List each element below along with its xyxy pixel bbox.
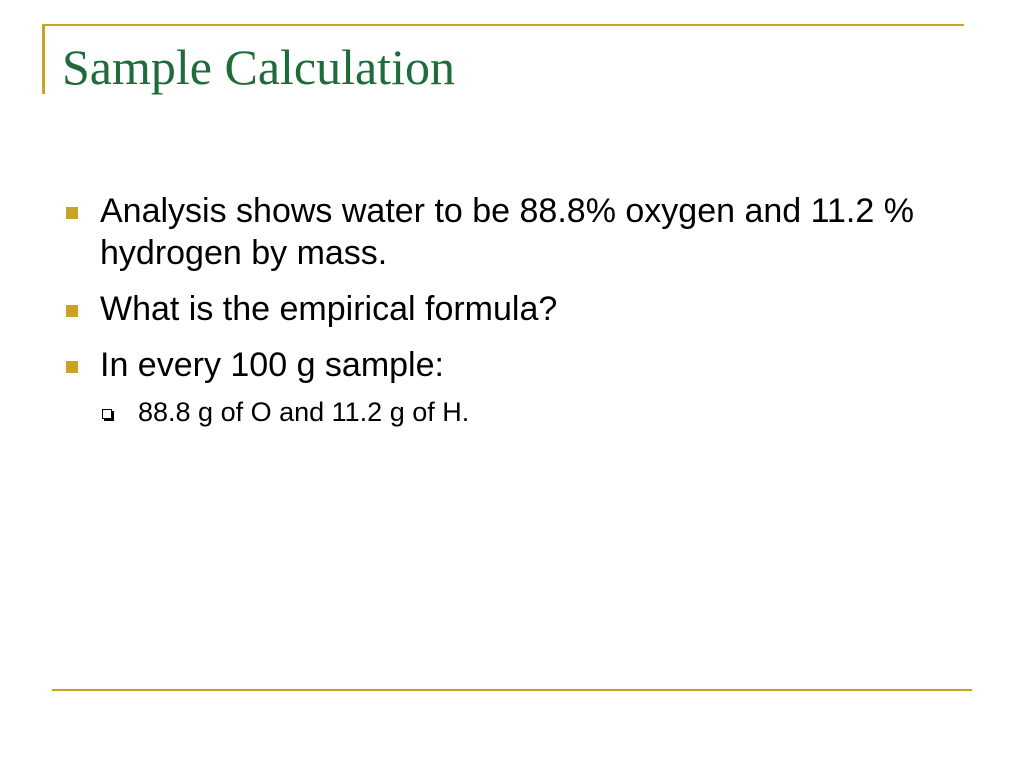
hollow-square-bullet-icon bbox=[102, 409, 112, 419]
bullet-text: In every 100 g sample: bbox=[100, 346, 444, 384]
bullet-item bbox=[62, 288, 942, 330]
slide-body bbox=[62, 190, 942, 430]
bullet-text: What is the empirical formula? bbox=[100, 290, 558, 328]
sub-bullet-text: 88.8 g of O and 11.2 g of H. bbox=[138, 397, 470, 427]
frame-top-line bbox=[42, 24, 964, 26]
bullet-item bbox=[62, 344, 942, 386]
square-bullet-icon bbox=[66, 361, 78, 373]
slide-title: Sample Calculation bbox=[62, 39, 455, 95]
square-bullet-icon bbox=[66, 207, 78, 219]
frame-vertical-line bbox=[42, 24, 45, 94]
bullet-item bbox=[62, 190, 942, 274]
sub-bullet-item bbox=[62, 394, 942, 430]
bullet-text: Analysis shows water to be 88.8% oxygen and 11.2 % hydrogen by mass. bbox=[100, 192, 914, 272]
frame-bottom-line bbox=[52, 689, 972, 691]
square-bullet-icon bbox=[66, 305, 78, 317]
